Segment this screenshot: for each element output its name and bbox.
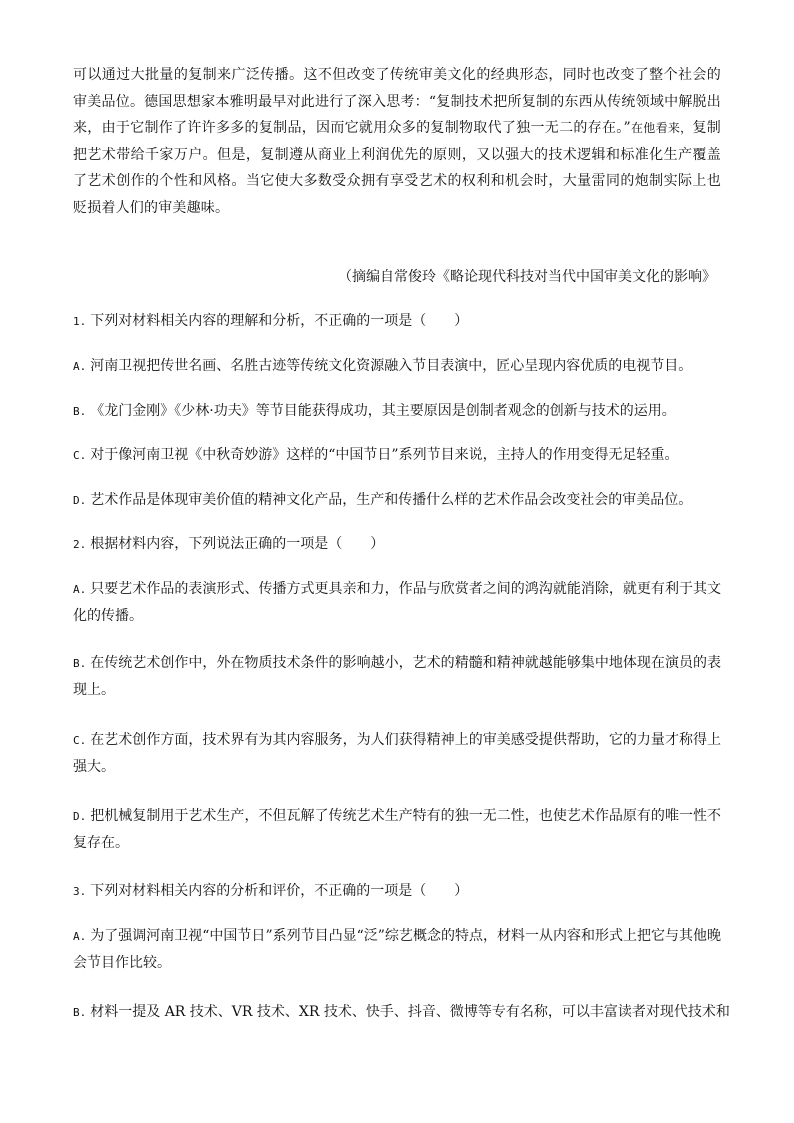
question-2-option-d: D. 把机械复制用于艺术生产，不但瓦解了传统艺术生产特有的独一无二性，也使艺术作品原有的唯一性不复存在。	[73, 808, 721, 851]
question-1-option-a: A. 河南卫视把传世名画、名胜古迹等传统文化资源融入节目表演中，匠心呈现内容优质的电视节目。	[73, 358, 693, 374]
question-2-option-c: C. 在艺术创作方面，技术界有为其内容服务，为人们获得精神上的审美感受提供帮助，它的力量才称得上强大。	[73, 732, 721, 775]
question-2-option-b: B. 在传统艺术创作中，外在物质技术条件的影响越小，艺术的精髓和精神就越能够集中地体现在演员的表现上。	[73, 655, 721, 698]
passage-source: （摘编自常俊玲《略论现代科技对当代中国审美文化的影响》	[338, 269, 716, 285]
question-1-option-c: C. 对于像河南卫视《中秋奇妙游》这样的“中国节日”系列节目来说，主持人的作用变得无足轻重。	[73, 447, 679, 463]
passage-paragraph	[73, 62, 721, 221]
passage-text-tail: 复制把艺术带给千家万户。但是，复制遵从商业上利润优先的原则，又以强大的技术逻辑和标准化生产覆盖了艺术创作的个性和风格。当它使大多数受众拥有享受艺术的权利和机会时，大量雷同的炮制实际上也贬损着人们的审美趣味。	[73, 120, 721, 216]
question-2-option-a: A. 只要艺术作品的表演形式、传播方式更具亲和力，作品与欣赏者之间的鸿沟就能消除，就更有利于其文化的传播。	[73, 581, 721, 624]
question-3-option-a: A. 为了强调河南卫视“中国节日”系列节目凸显“泛”综艺概念的特点，材料一从内容和形式上把它与其他晚会节目作比较。	[73, 928, 721, 971]
question-2-stem: 2. 根据材料内容，下列说法正确的一项是（ ）	[73, 536, 385, 552]
question-1-option-d: D. 艺术作品是体现审美价值的精神文化产品，生产和传播什么样的艺术作品会改变社会的审美品位。	[73, 492, 693, 508]
passage-text-small: 在他看来，	[630, 121, 693, 135]
question-1-stem: 1. 下列对材料相关内容的理解和分析，不正确的一项是（ ）	[73, 313, 469, 329]
question-1-option-b: B. 《龙门金刚》《少林·功夫》等节目能获得成功，其主要原因是创制者观念的创新与技术的运用。	[73, 403, 676, 419]
question-3-stem: 3. 下列对材料相关内容的分析和评价，不正确的一项是（ ）	[73, 883, 469, 899]
question-3-option-b: B. 材料一提及 AR 技术、VR 技术、XR 技术、快手、抖音、微博等专有名称，可以丰富读者对现代技术和	[73, 1004, 730, 1020]
passage-text-main: 可以通过大批量的复制来广泛传播。这不但改变了传统审美文化的经典形态，同时也改变了整个社会的审美品位。德国思想家本雅明最早对此进行了深入思考：“复制技术把所复制的东西从传统领域中解脱出来，由于它制作了许许多多的复制品，因而它就用众多的复制物取代了独一无二的存在。”	[73, 67, 721, 136]
